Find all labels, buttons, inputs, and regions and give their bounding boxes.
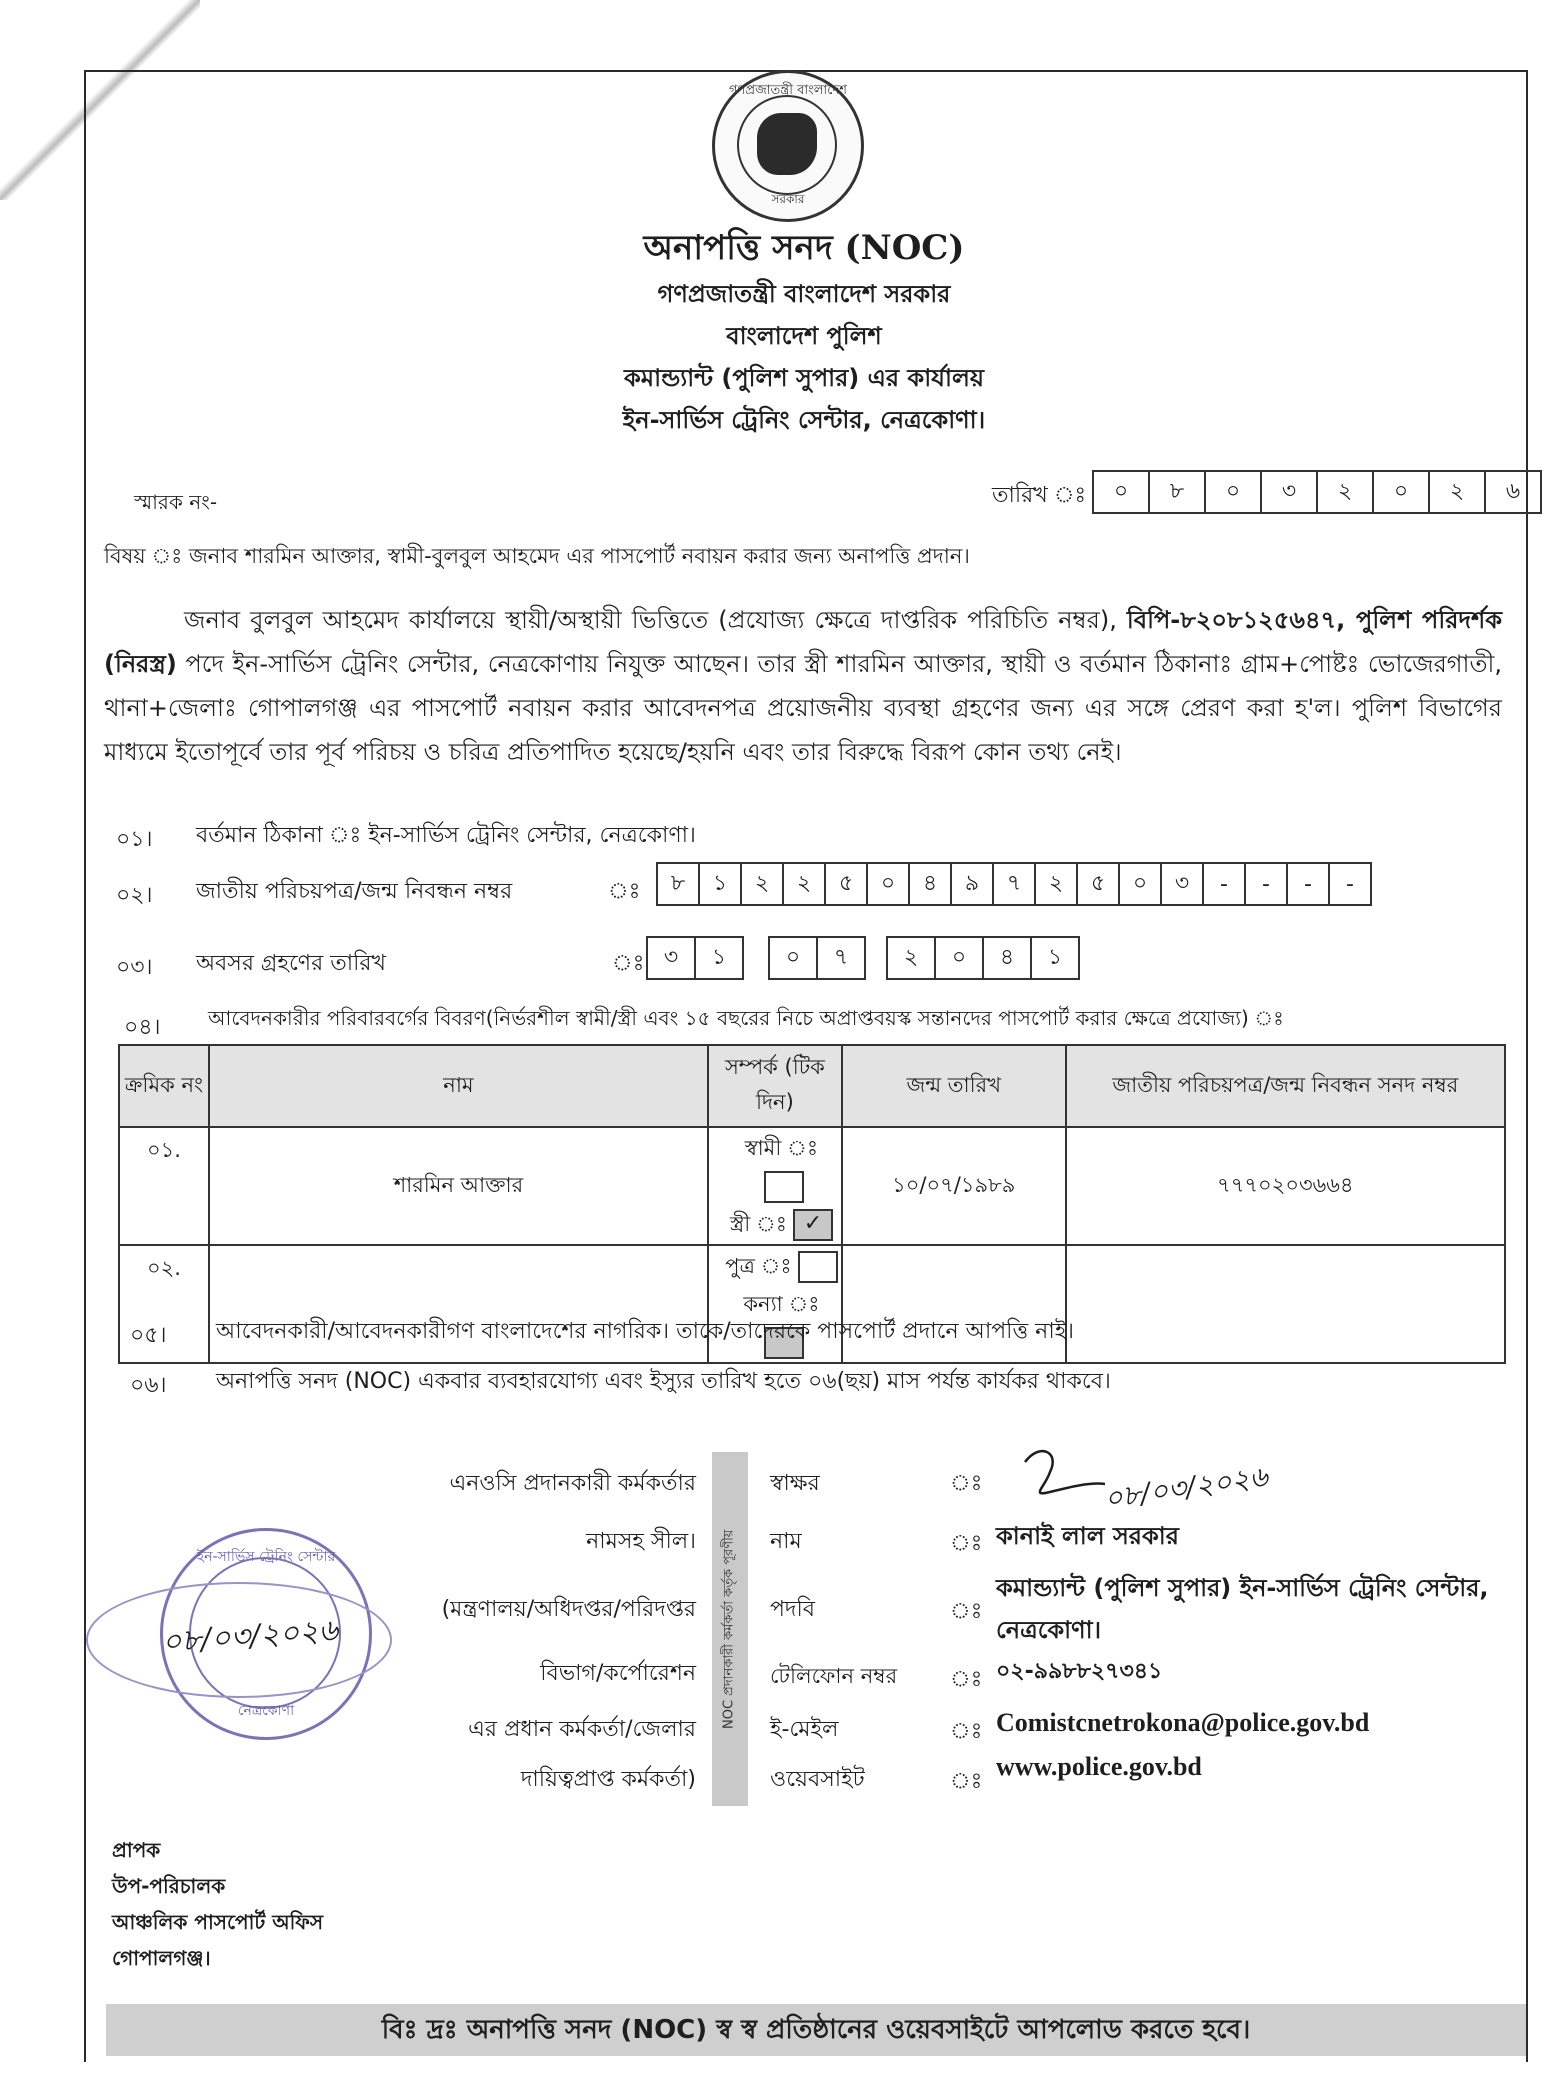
wife-checkbox[interactable]: ✓ (793, 1209, 833, 1241)
noc-officer-strip: NOC প্রদানকারী কর্মকর্তা কর্তৃক পূরণীয় (712, 1452, 748, 1806)
colon-1: ঃ (950, 1471, 983, 1496)
date-box: ৩ (1260, 470, 1318, 514)
recipient-2: উপ-পরিচালক (112, 1874, 226, 1898)
date-box: ০ (1092, 470, 1150, 514)
nid-box: - (1244, 862, 1288, 906)
memo-label: স্মারক নং- (134, 490, 218, 514)
item-6-text: অনাপত্তি সনদ (NOC) একবার ব্যবহারযোগ্য এবং ইস্যুর তারিখ হতে ০৬(ছয়) মাস পর্যন্ত কার্যকর থাকবে। (216, 1369, 1111, 1394)
colon-4: ঃ (950, 1667, 983, 1692)
handwritten-signature (1020, 1442, 1110, 1502)
officer-phone: ০২-৯৯৮৮২৭৩৪১ (996, 1659, 1163, 1684)
table-row (119, 1127, 1505, 1245)
page-title: অনাপত্তি সনদ (NOC) (643, 228, 965, 268)
sig-left-5: এর প্রধান কর্মকর্তা/জেলার (468, 1717, 696, 1742)
nid-box: ৩ (1160, 862, 1204, 906)
header-name: নাম (209, 1045, 708, 1127)
row1-name: শারমিন আক্তার (209, 1127, 708, 1245)
label-phone: টেলিফোন নম্বর (770, 1664, 898, 1688)
rday-box: ৩ (646, 936, 696, 980)
colon-6: ঃ (950, 1769, 983, 1794)
item-3-colon: ঃ (612, 951, 645, 976)
nid-box: ১ (698, 862, 742, 906)
rmon-box: ০ (768, 936, 818, 980)
bangladesh-map-icon (757, 113, 817, 175)
label-signature: স্বাক্ষর (770, 1471, 820, 1496)
colon-3: ঃ (950, 1599, 983, 1624)
sig-left-1: এনওসি প্রদানকারী কর্মকর্তার (449, 1471, 696, 1496)
stamp-ring-text: ইন-সার্ভিস ট্রেনিং সেন্টার (196, 1549, 336, 1565)
colon-2: ঃ (950, 1531, 983, 1556)
sig-left-2: নামসহ সীল। (586, 1529, 696, 1554)
label-website: ওয়েবসাইট (770, 1767, 865, 1792)
retire-day-boxes (646, 936, 742, 980)
recipient-1: প্রাপক (112, 1838, 161, 1862)
recipient-3: আঞ্চলিক পাসপোর্ট অফিস (112, 1910, 324, 1934)
item-6-number: ০৬। (130, 1373, 167, 1398)
date-box: ০ (1204, 470, 1262, 514)
relation-son-label: পুত্র ঃ (725, 1254, 792, 1278)
relation-daughter-label: কন্যা ঃ (743, 1292, 820, 1316)
stamp-handwritten-date: ০৮/০৩/২০২৬ (160, 1612, 340, 1661)
label-designation: পদবি (770, 1597, 816, 1622)
nid-box: ৫ (1076, 862, 1120, 906)
item-5-number: ০৫। (130, 1323, 167, 1348)
officer-name: কানাই লাল সরকার (996, 1522, 1179, 1550)
seal-top-text: গণপ্রজাতন্ত্রী বাংলাদেশ (729, 83, 847, 98)
nid-box: ০ (866, 862, 910, 906)
nid-box: - (1286, 862, 1330, 906)
officer-designation-1: কমান্ড্যান্ট (পুলিশ সুপার) ইন-সার্ভিস ট্রেনিং সেন্টার, (996, 1574, 1489, 1602)
stamp-ring-bottom-text: নেত্রকোণা (237, 1703, 295, 1719)
date-box: ৬ (1484, 470, 1542, 514)
officer-website[interactable]: www.police.gov.bd (996, 1752, 1202, 1781)
nid-box: ৮ (656, 862, 700, 906)
nid-box: - (1328, 862, 1372, 906)
nid-boxes (656, 862, 1370, 906)
footer-note: বিঃ দ্রঃ অনাপত্তি সনদ (NOC) স্ব স্ব প্রতিষ্ঠানের ওয়েবসাইটে আপলোড করতে হবে। (106, 2004, 1526, 2056)
header-serial: ক্রমিক নং (119, 1045, 209, 1127)
date-box: ২ (1316, 470, 1374, 514)
item-1-number: ০১। (116, 827, 153, 852)
date-box: ৮ (1148, 470, 1206, 514)
nid-box: ৫ (824, 862, 868, 906)
item-4-number: ০৪। (124, 1015, 161, 1040)
retire-month-boxes (768, 936, 864, 980)
item-2-colon: ঃ (608, 879, 641, 904)
item-1-text: বর্তমান ঠিকানা ঃ ইন-সার্ভিস ট্রেনিং সেন্টার, নেত্রকোণা। (196, 823, 696, 848)
seal-bottom-text: সরকার (771, 192, 805, 206)
item-3-label: অবসর গ্রহণের তারিখ (196, 951, 386, 976)
header-line-4: ইন-সার্ভিস ট্রেনিং সেন্টার, নেত্রকোণা। (622, 406, 986, 434)
table-header-row (119, 1045, 1505, 1127)
header-line-3: কমান্ড্যান্ট (পুলিশ সুপার) এর কার্যালয় (624, 364, 984, 392)
nid-box: ২ (1034, 862, 1078, 906)
item-2-label: জাতীয় পরিচয়পত্র/জন্ম নিবন্ধন নম্বর (196, 879, 513, 904)
rday-box: ১ (694, 936, 744, 980)
body-text-b: বিপি-৮২০৮১২৫৬৪৭, পুলিশ পরিদর্শক (নিরস্ত্র) (104, 606, 1502, 678)
recipient-4: গোপালগঞ্জ। (112, 1946, 211, 1970)
item-4-text: আবেদনকারীর পরিবারবর্গের বিবরণ(নির্ভরশীল স্বামী/স্ত্রী এবং ১৫ বছরের নিচে অপ্রাপ্তবয়স্ক সন্তানদের পাসপোর্ট করার ক্ষেত্রে প্রযোজ্য) ঃ (208, 1006, 1284, 1030)
body-text-c: পদে ইন-সার্ভিস ট্রেনিং সেন্টার, নেত্রকোণায় নিযুক্ত আছেন। তার স্ত্রী শারমিন আক্তার, স্থায়ী ও বর্তমান ঠিকানাঃ গ্রাম+পোষ্টঃ ভোজেরগাতী, থানা+জেলাঃ গোপালগঞ্জ এর পাসপোর্ট নবায়ন করার আবেদনপত্র প্রয়োজনীয় ব্যবস্থা গ্রহণের জন্য এর সঙ্গে প্রেরণ করা হ'ল। পুলিশ বিভাগের মাধ্যমে ইতোপূর্বে তার পূর্ব পরিচয় ও চরিত্র প্রতিপাদিত হয়েছে/হয়নি এবং তার বিরুদ্ধে বিরূপ কোন তথ্য নেই। (104, 650, 1502, 766)
item-5-text: আবেদনকারী/আবেদনকারীগণ বাংলাদেশের নাগরিক। তাকে/তাদেরকে পাসপোর্ট প্রদানে আপত্তি নাই। (216, 1319, 1075, 1344)
label-name: নাম (770, 1529, 802, 1554)
row2-nid (1066, 1245, 1505, 1363)
row1-dob: ১০/০৭/১৯৮৯ (842, 1127, 1066, 1245)
government-seal (712, 70, 864, 222)
body-paragraph (104, 598, 1502, 774)
nid-box: ০ (1118, 862, 1162, 906)
header-dob: জন্ম তারিখ (842, 1045, 1066, 1127)
relation-husband-label: স্বামী ঃ (744, 1136, 819, 1160)
nid-box: ৭ (992, 862, 1036, 906)
row1-nid: ৭৭৭০২০৩৬৬৪ (1066, 1127, 1505, 1245)
item-2-number: ০২। (116, 883, 153, 908)
retire-year-boxes (886, 936, 1078, 980)
ryear-box: ১ (1030, 936, 1080, 980)
item-3-number: ০৩। (116, 955, 153, 980)
sig-left-4: বিভাগ/কর্পোরেশন (540, 1661, 696, 1686)
ryear-box: ০ (934, 936, 984, 980)
rmon-box: ৭ (816, 936, 866, 980)
sig-left-6: দায়িত্বপ্রাপ্ত কর্মকর্তা) (520, 1767, 696, 1792)
body-text-a: জনাব বুলবুল আহমেদ কার্যালয়ে স্থায়ী/অস্থায়ী ভিত্তিতে (প্রযোজ্য ক্ষেত্রে দাপ্তরিক পরিচিতি নম্বর), (184, 606, 1117, 634)
nid-box: ৪ (908, 862, 952, 906)
nid-box: - (1202, 862, 1246, 906)
husband-checkbox[interactable] (764, 1171, 804, 1203)
header-nid: জাতীয় পরিচয়পত্র/জন্ম নিবন্ধন সনদ নম্বর (1066, 1045, 1505, 1127)
date-box: ০ (1372, 470, 1430, 514)
sig-left-3: (মন্ত্রণালয়/অধিদপ্তর/পরিদপ্তর (441, 1597, 696, 1622)
header-line-1: গণপ্রজাতন্ত্রী বাংলাদেশ সরকার (657, 280, 951, 308)
row1-serial: ০১. (119, 1127, 209, 1245)
handwritten-date: ০৮/০৩/২০২৬ (1102, 1459, 1270, 1516)
row1-relation (708, 1127, 842, 1245)
date-box: ২ (1428, 470, 1486, 514)
label-email: ই-মেইল (770, 1717, 839, 1742)
nid-box: ২ (782, 862, 826, 906)
ryear-box: ৪ (982, 936, 1032, 980)
officer-email[interactable]: Comistcnetrokona@police.gov.bd (996, 1708, 1370, 1737)
colon-5: ঃ (950, 1719, 983, 1744)
ryear-box: ২ (886, 936, 936, 980)
subject-line: বিষয় ঃ জনাব শারমিন আক্তার, স্বামী-বুলবুল আহমেদ এর পাসপোর্ট নবায়ন করার জন্য অনাপত্তি প্রদান। (104, 544, 970, 568)
officer-designation-2: নেত্রকোণা। (996, 1616, 1102, 1644)
row2-serial: ০২. (119, 1245, 209, 1363)
date-label: তারিখ ঃ (992, 483, 1087, 508)
header-line-2: বাংলাদেশ পুলিশ (726, 322, 882, 350)
son-checkbox[interactable] (798, 1251, 838, 1283)
header-relation: সম্পর্ক (টিক দিন) (708, 1045, 842, 1127)
date-boxes (1092, 470, 1540, 514)
nid-box: ৯ (950, 862, 994, 906)
relation-wife-label: স্ত্রী ঃ (729, 1212, 787, 1236)
nid-box: ২ (740, 862, 784, 906)
